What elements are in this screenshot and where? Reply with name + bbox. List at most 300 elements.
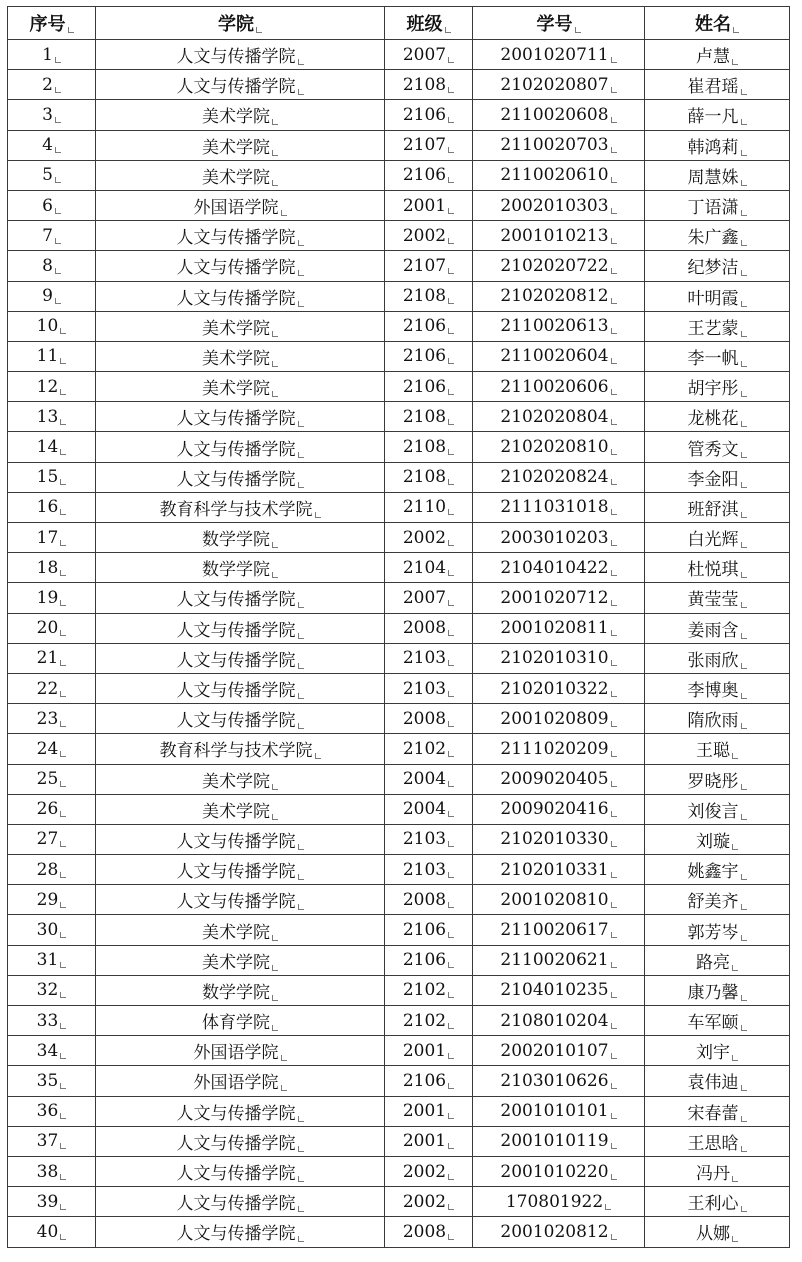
cell-class: 2110 [385,492,473,522]
table-row [8,1126,790,1156]
paragraph-mark-icon [741,180,747,186]
paragraph-mark-icon [741,995,747,1001]
paragraph-mark-icon [741,210,747,216]
table-header [8,7,790,40]
paragraph-mark-icon [741,784,747,790]
paragraph-mark-icon [315,753,321,759]
cell-name: 班舒淇 [645,492,790,522]
paragraph-mark-icon [298,723,304,729]
cell-index: 34 [8,1036,96,1066]
paragraph-mark-icon [298,904,304,910]
paragraph-mark-icon [448,1113,454,1119]
paragraph-mark-icon [741,693,747,699]
paragraph-mark-icon [60,872,66,878]
cell-college: 美术学院 [96,100,385,130]
table-row [8,70,790,100]
paragraph-mark-icon [55,147,61,153]
cell-index: 23 [8,704,96,734]
paragraph-mark-icon [272,391,278,397]
paragraph-mark-icon [448,630,454,636]
cell-index: 11 [8,341,96,371]
cell-name: 丁语潇 [645,190,790,220]
cell-student-id: 2001010220 [473,1156,645,1186]
paragraph-mark-icon [298,301,304,307]
paragraph-mark-icon [298,1176,304,1182]
paragraph-mark-icon [741,1146,747,1152]
table-row [8,100,790,130]
paragraph-mark-icon [611,992,617,998]
cell-college: 人文与传播学院 [96,70,385,100]
cell-class: 2108 [385,70,473,100]
paragraph-mark-icon [741,633,747,639]
paragraph-mark-icon [611,1174,617,1180]
paragraph-mark-icon [741,391,747,397]
paragraph-mark-icon [611,841,617,847]
cell-student-id: 2102020807 [473,70,645,100]
cell-name: 姚鑫宇 [645,855,790,885]
table-row [8,734,790,764]
cell-student-id: 2110020610 [473,160,645,190]
paragraph-mark-icon [575,27,581,33]
paragraph-mark-icon [60,479,66,485]
table-row [8,1096,790,1126]
cell-class: 2107 [385,251,473,281]
paragraph-mark-icon [448,691,454,697]
cell-class: 2008 [385,613,473,643]
paragraph-mark-icon [732,59,738,65]
document-page [7,6,795,1256]
cell-college: 人文与传播学院 [96,402,385,432]
paragraph-mark-icon [298,59,304,65]
paragraph-mark-icon [741,904,747,910]
paragraph-mark-icon [448,358,454,364]
cell-student-id: 2104010235 [473,975,645,1005]
cell-class: 2002 [385,1187,473,1217]
paragraph-mark-icon [281,210,287,216]
cell-student-id: 170801922 [473,1187,645,1217]
paragraph-mark-icon [741,482,747,488]
paragraph-mark-icon [448,147,454,153]
cell-name: 宋春蕾 [645,1096,790,1126]
paragraph-mark-icon [448,419,454,425]
paragraph-mark-icon [60,660,66,666]
table-row [8,341,790,371]
cell-class: 2008 [385,704,473,734]
header-college: 学院 [96,7,385,40]
paragraph-mark-icon [448,962,454,968]
cell-index: 28 [8,855,96,885]
paragraph-mark-icon [448,1023,454,1029]
paragraph-mark-icon [741,331,747,337]
paragraph-mark-icon [448,811,454,817]
table-row [8,794,790,824]
cell-index: 40 [8,1217,96,1247]
cell-college: 人文与传播学院 [96,855,385,885]
cell-student-id: 2001020812 [473,1217,645,1247]
table-row [8,553,790,583]
paragraph-mark-icon [60,419,66,425]
paragraph-mark-icon [448,600,454,606]
cell-college: 数学学院 [96,523,385,553]
cell-class: 2002 [385,523,473,553]
paragraph-mark-icon [611,328,617,334]
paragraph-mark-icon [55,268,61,274]
cell-name: 管秀文 [645,432,790,462]
table-row [8,221,790,251]
paragraph-mark-icon [298,693,304,699]
paragraph-mark-icon [611,298,617,304]
cell-student-id: 2110020606 [473,372,645,402]
cell-college: 体育学院 [96,1006,385,1036]
paragraph-mark-icon [448,781,454,787]
table-row [8,190,790,220]
paragraph-mark-icon [611,479,617,485]
paragraph-mark-icon [272,542,278,548]
student-roster-table [7,6,790,1248]
cell-student-id: 2001010213 [473,221,645,251]
cell-student-id: 2110020703 [473,130,645,160]
paragraph-mark-icon [60,1174,66,1180]
paragraph-mark-icon [60,630,66,636]
paragraph-mark-icon [315,512,321,518]
cell-college: 美术学院 [96,794,385,824]
paragraph-mark-icon [741,1025,747,1031]
cell-name: 王思晗 [645,1126,790,1156]
cell-college: 数学学院 [96,553,385,583]
paragraph-mark-icon [448,268,454,274]
paragraph-mark-icon [298,1146,304,1152]
table-row [8,311,790,341]
paragraph-mark-icon [272,572,278,578]
paragraph-mark-icon [611,962,617,968]
paragraph-mark-icon [298,421,304,427]
header-index: 序号 [8,7,96,40]
cell-class: 2106 [385,945,473,975]
paragraph-mark-icon [55,208,61,214]
cell-class: 2001 [385,1096,473,1126]
paragraph-mark-icon [611,268,617,274]
cell-index: 4 [8,130,96,160]
cell-name: 姜雨含 [645,613,790,643]
cell-name: 李博奥 [645,673,790,703]
cell-index: 37 [8,1126,96,1156]
paragraph-mark-icon [741,542,747,548]
paragraph-mark-icon [298,240,304,246]
cell-student-id: 2110020621 [473,945,645,975]
cell-class: 2108 [385,432,473,462]
cell-name: 白光辉 [645,523,790,553]
cell-class: 2001 [385,1126,473,1156]
paragraph-mark-icon [732,844,738,850]
paragraph-mark-icon [611,872,617,878]
table-row [8,583,790,613]
paragraph-mark-icon [60,902,66,908]
paragraph-mark-icon [448,1143,454,1149]
paragraph-mark-icon [272,814,278,820]
paragraph-mark-icon [60,1083,66,1089]
cell-student-id: 2002010303 [473,190,645,220]
paragraph-mark-icon [741,89,747,95]
paragraph-mark-icon [611,570,617,576]
cell-college: 人文与传播学院 [96,221,385,251]
paragraph-mark-icon [298,452,304,458]
cell-class: 2102 [385,975,473,1005]
cell-class: 2008 [385,885,473,915]
paragraph-mark-icon [611,540,617,546]
header-student-id: 学号 [473,7,645,40]
cell-index: 22 [8,673,96,703]
cell-class: 2104 [385,553,473,583]
cell-class: 2004 [385,794,473,824]
cell-index: 32 [8,975,96,1005]
cell-student-id: 2111020209 [473,734,645,764]
paragraph-mark-icon [448,389,454,395]
cell-class: 2007 [385,583,473,613]
cell-student-id: 2009020405 [473,764,645,794]
paragraph-mark-icon [448,992,454,998]
cell-class: 2108 [385,281,473,311]
paragraph-mark-icon [611,358,617,364]
table-row [8,281,790,311]
cell-index: 2 [8,70,96,100]
table-row [8,824,790,854]
cell-college: 人文与传播学院 [96,251,385,281]
paragraph-mark-icon [611,1143,617,1149]
cell-college: 人文与传播学院 [96,673,385,703]
paragraph-mark-icon [732,1176,738,1182]
paragraph-mark-icon [448,479,454,485]
paragraph-mark-icon [448,540,454,546]
cell-name: 叶明霞 [645,281,790,311]
paragraph-mark-icon [741,270,747,276]
paragraph-mark-icon [60,811,66,817]
cell-name: 周慧姝 [645,160,790,190]
cell-student-id: 2102020812 [473,281,645,311]
cell-name: 纪梦洁 [645,251,790,281]
paragraph-mark-icon [611,238,617,244]
paragraph-mark-icon [741,602,747,608]
cell-student-id: 2103010626 [473,1066,645,1096]
table-row [8,40,790,70]
cell-college: 人文与传播学院 [96,1096,385,1126]
cell-student-id: 2002010107 [473,1036,645,1066]
cell-student-id: 2110020617 [473,915,645,945]
cell-college: 美术学院 [96,311,385,341]
cell-college: 美术学院 [96,130,385,160]
cell-index: 1 [8,40,96,70]
cell-index: 35 [8,1066,96,1096]
paragraph-mark-icon [611,691,617,697]
paragraph-mark-icon [741,723,747,729]
cell-name: 舒美齐 [645,885,790,915]
cell-college: 人文与传播学院 [96,704,385,734]
table-row [8,1187,790,1217]
table-row [8,613,790,643]
header-class: 班级 [385,7,473,40]
cell-index: 26 [8,794,96,824]
cell-index: 19 [8,583,96,613]
paragraph-mark-icon [448,1083,454,1089]
cell-student-id: 2001020711 [473,40,645,70]
paragraph-mark-icon [741,150,747,156]
cell-student-id: 2110020613 [473,311,645,341]
cell-class: 2106 [385,1066,473,1096]
cell-index: 16 [8,492,96,522]
cell-college: 美术学院 [96,372,385,402]
cell-name: 路亮 [645,945,790,975]
cell-index: 31 [8,945,96,975]
cell-student-id: 2108010204 [473,1006,645,1036]
table-row [8,372,790,402]
paragraph-mark-icon [448,509,454,515]
paragraph-mark-icon [281,1055,287,1061]
paragraph-mark-icon [448,1053,454,1059]
paragraph-mark-icon [60,781,66,787]
cell-college: 外国语学院 [96,1036,385,1066]
paragraph-mark-icon [732,965,738,971]
paragraph-mark-icon [60,358,66,364]
paragraph-mark-icon [298,1236,304,1242]
cell-name: 李一帆 [645,341,790,371]
table-row [8,945,790,975]
cell-index: 10 [8,311,96,341]
paragraph-mark-icon [611,1113,617,1119]
paragraph-mark-icon [272,119,278,125]
paragraph-mark-icon [605,1204,611,1210]
paragraph-mark-icon [448,721,454,727]
header-row [8,7,790,40]
paragraph-mark-icon [611,449,617,455]
cell-index: 20 [8,613,96,643]
paragraph-mark-icon [448,1174,454,1180]
cell-student-id: 2102010331 [473,855,645,885]
cell-college: 教育科学与技术学院 [96,734,385,764]
paragraph-mark-icon [60,841,66,847]
table-row [8,1036,790,1066]
paragraph-mark-icon [611,1023,617,1029]
paragraph-mark-icon [611,389,617,395]
paragraph-mark-icon [741,814,747,820]
paragraph-mark-icon [741,874,747,880]
paragraph-mark-icon [60,389,66,395]
paragraph-mark-icon [732,1055,738,1061]
cell-student-id: 2001020809 [473,704,645,734]
cell-name: 刘璇 [645,824,790,854]
cell-index: 27 [8,824,96,854]
paragraph-mark-icon [741,119,747,125]
table-row [8,915,790,945]
paragraph-mark-icon [611,208,617,214]
cell-index: 3 [8,100,96,130]
table-row [8,643,790,673]
table-row [8,160,790,190]
paragraph-mark-icon [741,663,747,669]
cell-class: 2108 [385,462,473,492]
paragraph-mark-icon [448,570,454,576]
cell-college: 外国语学院 [96,1066,385,1096]
table-row [8,402,790,432]
cell-name: 王艺蒙 [645,311,790,341]
cell-college: 人文与传播学院 [96,824,385,854]
cell-name: 王利心 [645,1187,790,1217]
paragraph-mark-icon [272,784,278,790]
paragraph-mark-icon [448,238,454,244]
cell-index: 21 [8,643,96,673]
cell-name: 郭芳岑 [645,915,790,945]
paragraph-mark-icon [298,1206,304,1212]
table-row [8,432,790,462]
paragraph-mark-icon [60,328,66,334]
table-row [8,885,790,915]
paragraph-mark-icon [256,27,262,33]
paragraph-mark-icon [611,721,617,727]
cell-student-id: 2102010330 [473,824,645,854]
cell-name: 朱广鑫 [645,221,790,251]
paragraph-mark-icon [298,874,304,880]
cell-name: 从娜 [645,1217,790,1247]
paragraph-mark-icon [448,57,454,63]
cell-student-id: 2110020608 [473,100,645,130]
paragraph-mark-icon [55,117,61,123]
paragraph-mark-icon [55,238,61,244]
cell-class: 2108 [385,402,473,432]
cell-college: 美术学院 [96,160,385,190]
cell-name: 张雨欣 [645,643,790,673]
cell-college: 人文与传播学院 [96,281,385,311]
cell-student-id: 2111031018 [473,492,645,522]
cell-college: 人文与传播学院 [96,885,385,915]
table-row [8,975,790,1005]
paragraph-mark-icon [60,932,66,938]
table-row [8,523,790,553]
paragraph-mark-icon [298,270,304,276]
cell-class: 2004 [385,764,473,794]
cell-class: 2106 [385,311,473,341]
cell-index: 29 [8,885,96,915]
cell-college: 人文与传播学院 [96,1126,385,1156]
cell-index: 36 [8,1096,96,1126]
cell-student-id: 2001020810 [473,885,645,915]
paragraph-mark-icon [448,902,454,908]
cell-student-id: 2102020824 [473,462,645,492]
paragraph-mark-icon [272,1025,278,1031]
paragraph-mark-icon [272,331,278,337]
paragraph-mark-icon [611,902,617,908]
paragraph-mark-icon [448,660,454,666]
cell-name: 康乃馨 [645,975,790,1005]
cell-college: 人文与传播学院 [96,613,385,643]
cell-index: 6 [8,190,96,220]
cell-index: 13 [8,402,96,432]
cell-name: 车军颐 [645,1006,790,1036]
paragraph-mark-icon [298,633,304,639]
paragraph-mark-icon [611,1083,617,1089]
cell-name: 胡宇彤 [645,372,790,402]
cell-name: 隋欣雨 [645,704,790,734]
paragraph-mark-icon [298,1116,304,1122]
cell-name: 薛一凡 [645,100,790,130]
cell-college: 人文与传播学院 [96,583,385,613]
paragraph-mark-icon [60,962,66,968]
cell-name: 李金阳 [645,462,790,492]
cell-student-id: 2001020811 [473,613,645,643]
paragraph-mark-icon [611,87,617,93]
paragraph-mark-icon [448,751,454,757]
paragraph-mark-icon [611,781,617,787]
cell-class: 2106 [385,915,473,945]
cell-name: 袁伟迪 [645,1066,790,1096]
paragraph-mark-icon [60,1053,66,1059]
